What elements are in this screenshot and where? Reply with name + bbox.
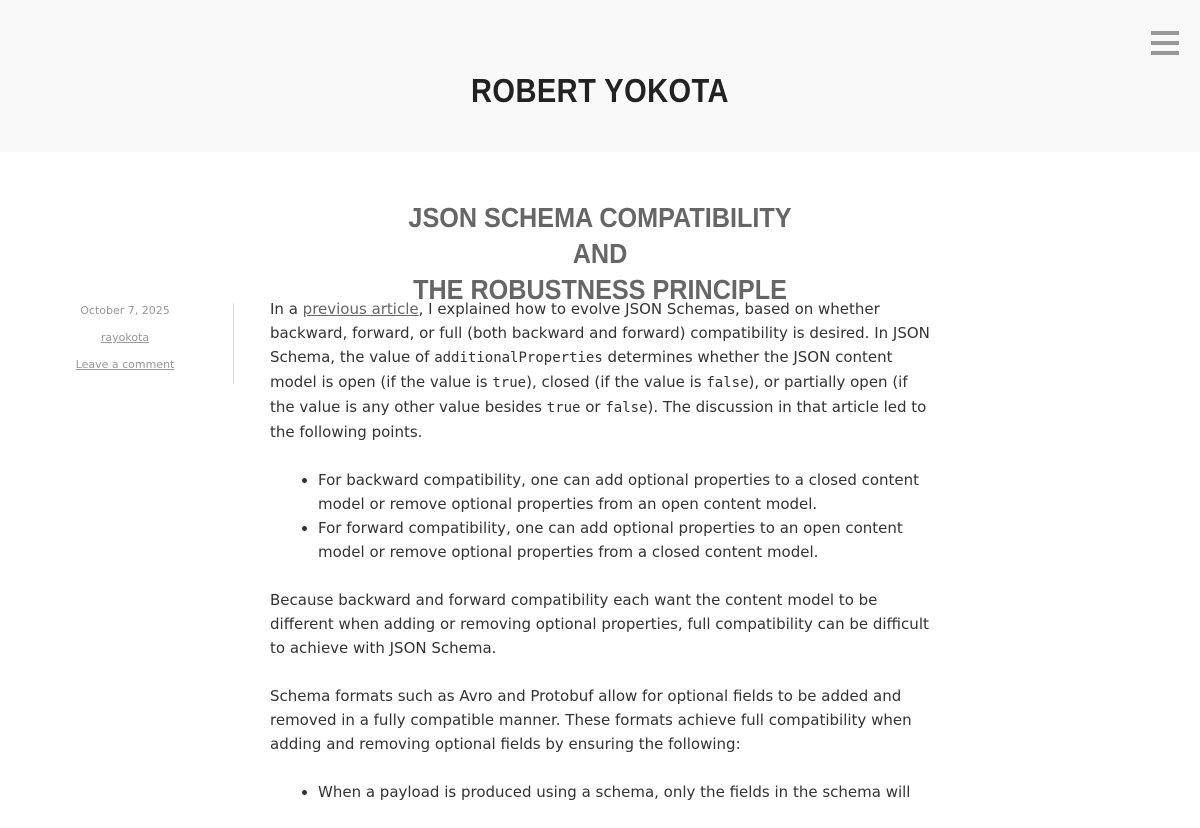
code-false-2: false xyxy=(605,400,648,416)
list-item: • For forward compatibility, one can add optional properties to an open content model or remove optional properties from a closed content model. xyxy=(318,516,930,564)
code-true: true xyxy=(492,375,527,391)
post-meta xyxy=(40,303,210,384)
previous-article-link[interactable]: previous article xyxy=(302,300,419,318)
schema-format-list xyxy=(270,780,930,804)
intro-text-2: , I explained how to evolve JSON Schemas, based on whether backward, forward, or full (both backward and forward) compatibility is desired. In JSON Schema, the value of xyxy=(270,300,930,366)
menu-bar-middle xyxy=(1151,41,1179,45)
paragraph-intro xyxy=(270,297,930,444)
site-title[interactable]: ROBERT YOKOTA xyxy=(471,72,729,109)
list-item: • For backward compatibility, one can add optional properties to a closed content model or remove optional properties from an open content model. xyxy=(318,468,930,516)
post-title-line-1: JSON SCHEMA COMPATIBILITY AND xyxy=(408,202,792,269)
post-date: October 7, 2025 xyxy=(80,304,170,317)
meta-divider xyxy=(233,303,234,384)
intro-text-3: determines whether the JSON content model is open (if the value is xyxy=(270,348,893,391)
code-additional-properties: additionalProperties xyxy=(434,350,603,366)
code-false: false xyxy=(706,375,749,391)
paragraph-schema-formats: Schema formats such as Avro and Protobuf allow for optional fields to be added and removed in a fully compatible manner. These formats achieve full compatibility when adding and removing optional fields by ensuring the following: xyxy=(270,687,912,753)
intro-text-7: ). The discussion in that article led to the following points. xyxy=(270,398,927,441)
post-title xyxy=(393,200,807,308)
intro-text-1: In a xyxy=(270,300,303,318)
leave-comment-link[interactable]: Leave a comment xyxy=(75,358,175,371)
intro-text-6: or xyxy=(580,398,606,416)
list-item: • When a payload is produced using a schema, only the fields in the schema will xyxy=(318,780,930,804)
menu-bar-bottom xyxy=(1151,51,1179,55)
site-header xyxy=(0,0,1200,152)
intro-text-4: ), closed (if the value is xyxy=(526,373,707,391)
menu-bar-top xyxy=(1151,31,1179,35)
code-true-2: true xyxy=(546,400,581,416)
intro-text-5: ), or partially open (if the value is any other value besides xyxy=(270,373,908,416)
paragraph-full-compatibility: Because backward and forward compatibility each want the content model to be different when adding or removing optional properties, full compatibility can be difficult to achieve with JSON Schema. xyxy=(270,591,929,657)
post-title-line-2: THE ROBUSTNESS PRINCIPLE xyxy=(413,274,787,305)
compatibility-list xyxy=(270,468,930,564)
hamburger-menu-icon[interactable] xyxy=(1151,31,1179,55)
post-content xyxy=(270,297,930,828)
post-author-link[interactable]: rayokota xyxy=(100,331,150,344)
